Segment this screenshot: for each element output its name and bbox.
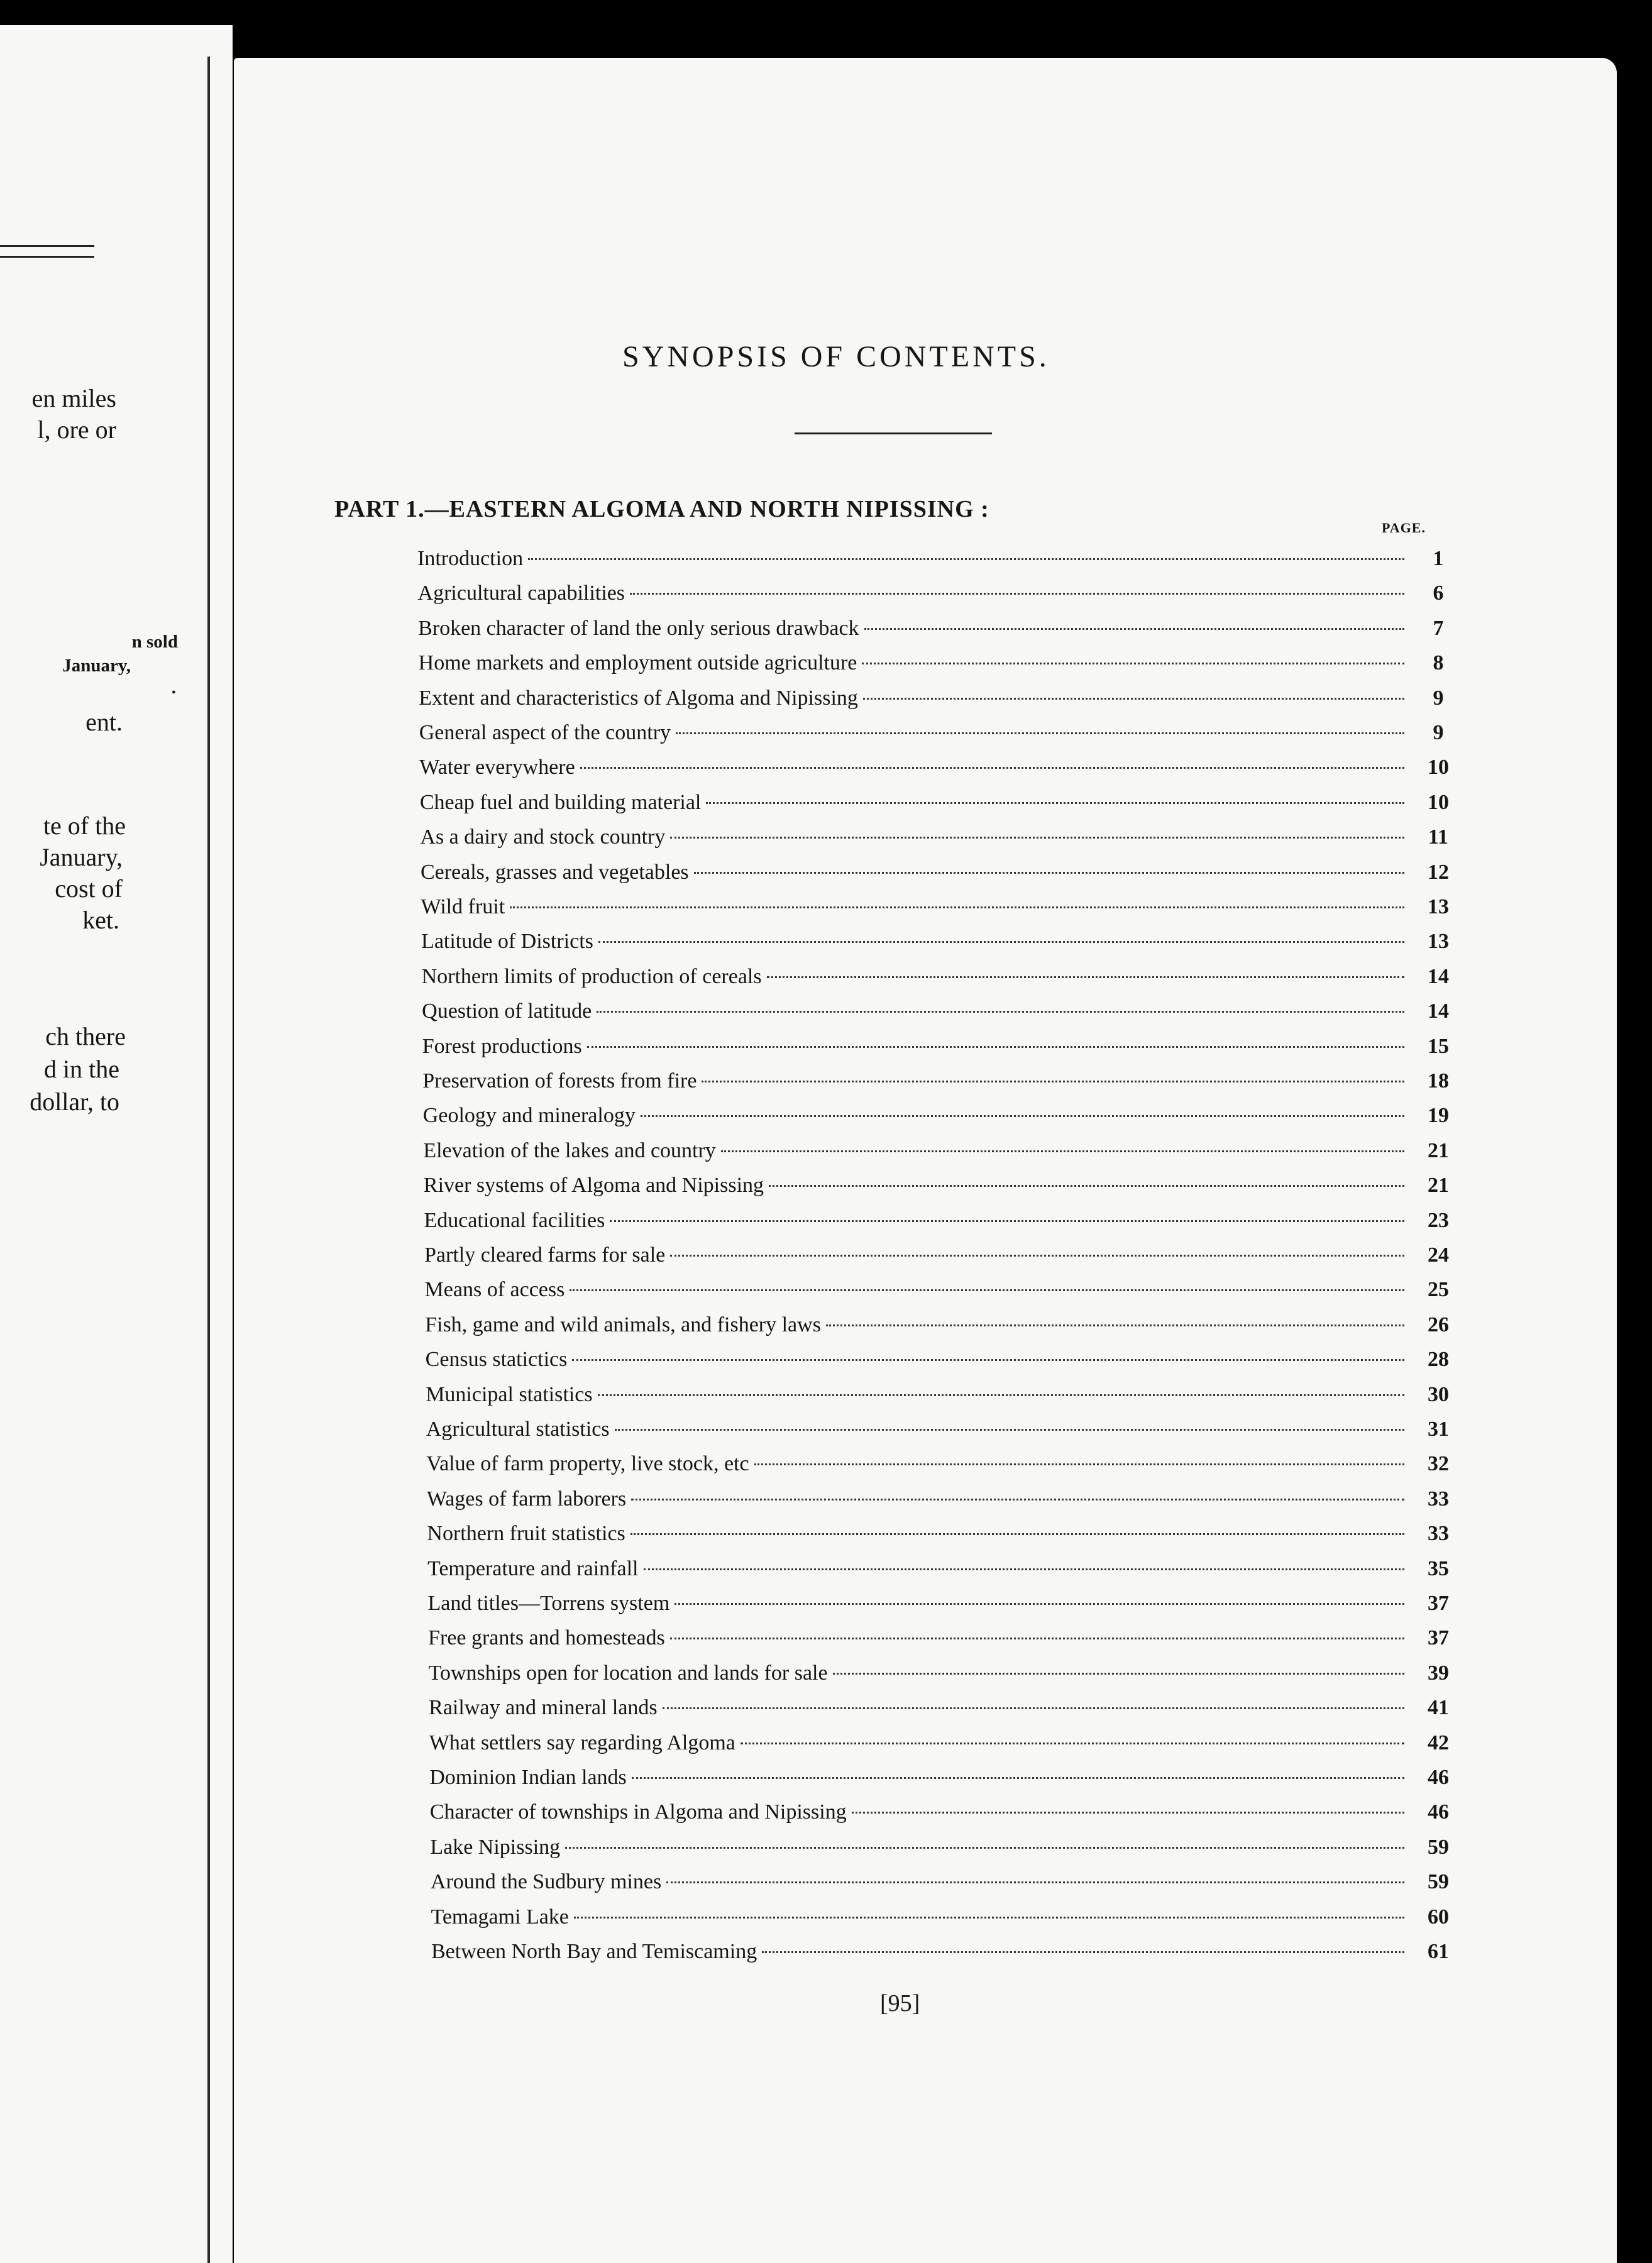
left-page-line: en miles <box>31 384 116 412</box>
toc-entry <box>424 1209 1457 1239</box>
toc-entry <box>429 1766 1457 1796</box>
toc-entry <box>423 1104 1457 1134</box>
toc-entry <box>423 1139 1457 1169</box>
toc-entry-page: 15 <box>1427 1034 1449 1058</box>
toc-entry <box>429 1731 1457 1761</box>
toc-entry-page: 18 <box>1428 1069 1449 1093</box>
toc-entry <box>421 895 1458 925</box>
toc-entry-title: Lake Nipissing <box>430 1835 561 1859</box>
toc-entry-title: Cheap fuel and building material <box>419 790 702 814</box>
dot-leader <box>721 1150 1404 1152</box>
left-page-line: . <box>171 678 176 698</box>
toc-entry-title: Forest productions <box>422 1034 582 1058</box>
toc-entry-title: Free grants and homesteads <box>428 1626 665 1650</box>
toc-entry-title: What settlers say regarding Algoma <box>429 1731 735 1754</box>
toc-entry-page: 9 <box>1433 686 1444 710</box>
toc-entry-page: 14 <box>1427 999 1449 1023</box>
dot-leader <box>644 1568 1404 1570</box>
toc-entry-page: 1 <box>1433 547 1444 570</box>
toc-entry-page: 9 <box>1433 721 1444 744</box>
dot-leader <box>769 1185 1404 1187</box>
toc-entry-page: 26 <box>1427 1313 1449 1336</box>
toc-entry-title: Extent and characteristics of Algoma and Nipissing <box>419 686 858 710</box>
toc-entry-title: River systems of Algoma and Nipissing <box>423 1174 764 1198</box>
left-page-line: ket. <box>82 906 119 934</box>
dot-leader <box>826 1324 1404 1326</box>
toc-entry-title: Agricultural capabilities <box>417 581 625 605</box>
toc-entry-page: 10 <box>1427 756 1449 779</box>
dot-leader <box>864 628 1404 630</box>
dot-leader <box>615 1429 1404 1431</box>
dot-leader <box>676 732 1404 734</box>
left-page-line: dollar, to <box>30 1087 119 1116</box>
dot-leader <box>587 1046 1404 1048</box>
toc-entry-title: Between North Bay and Temiscaming <box>431 1940 757 1963</box>
toc-entry-title: Value of farm property, live stock, etc <box>426 1452 749 1476</box>
dot-leader <box>767 976 1404 978</box>
toc-entry-page: 24 <box>1428 1243 1449 1267</box>
toc-entry-page: 33 <box>1427 1487 1449 1511</box>
dot-leader <box>574 1917 1404 1919</box>
dot-leader <box>570 1289 1404 1291</box>
toc-entry <box>427 1522 1457 1552</box>
dot-leader <box>663 1707 1404 1709</box>
toc-entry <box>422 1069 1457 1099</box>
toc-entry <box>424 1243 1457 1274</box>
dot-leader <box>706 802 1404 804</box>
dot-leader <box>852 1812 1404 1814</box>
toc-entry-page: 37 <box>1427 1626 1449 1650</box>
toc-entry-title: Introduction <box>417 547 524 570</box>
toc-entry-page: 46 <box>1427 1800 1449 1824</box>
toc-entry <box>430 1836 1457 1866</box>
toc-entry-page: 21 <box>1427 1138 1449 1162</box>
dot-leader <box>670 1638 1404 1639</box>
toc-entry <box>428 1626 1457 1656</box>
toc-entry <box>427 1487 1457 1517</box>
toc-entry-page: 25 <box>1427 1278 1449 1302</box>
toc-entry-page: 14 <box>1427 964 1449 988</box>
toc-entry-page: 59 <box>1427 1870 1449 1894</box>
toc-entry <box>429 1696 1457 1726</box>
toc-entry <box>418 617 1457 647</box>
toc-entry-title: Census statictics <box>425 1348 568 1372</box>
toc-entry-title: Land titles—Torrens system <box>427 1592 670 1615</box>
toc-entry-page: 59 <box>1427 1835 1449 1859</box>
dot-leader <box>610 1220 1404 1222</box>
toc-entry <box>418 581 1457 612</box>
dot-leader <box>754 1463 1404 1465</box>
dot-leader <box>597 1011 1404 1013</box>
toc-entry <box>427 1557 1457 1587</box>
toc-entry-page: 46 <box>1428 1766 1449 1789</box>
toc-entry-title: General aspect of the country <box>419 721 671 744</box>
dot-leader <box>862 663 1404 664</box>
toc-entry-title: Cereals, grasses and vegetables <box>420 860 689 884</box>
toc-entry <box>420 825 1457 856</box>
dot-leader <box>666 1881 1404 1883</box>
toc-entry-page: 10 <box>1427 790 1449 814</box>
toc-entry-page: 30 <box>1427 1382 1449 1406</box>
toc-entry-page: 13 <box>1428 895 1449 918</box>
dot-leader <box>510 906 1404 908</box>
dot-leader <box>630 593 1404 595</box>
toc-entry-title: Municipal statistics <box>426 1382 593 1406</box>
toc-entry <box>422 999 1457 1030</box>
left-page-line: January, <box>62 656 131 676</box>
toc-entry-title: Geology and mineralogy <box>422 1104 636 1128</box>
dot-leader <box>702 1081 1404 1082</box>
toc-entry-page: 61 <box>1428 1940 1449 1963</box>
toc-entry-title: Wages of farm laborers <box>426 1487 627 1511</box>
toc-entry-title: Townships open for location and lands for sale <box>428 1661 828 1685</box>
toc-entry-title: Educational facilities <box>424 1208 605 1232</box>
toc-entry <box>426 1383 1457 1413</box>
toc-entry <box>428 1592 1458 1622</box>
left-page-line: te of the <box>43 812 126 840</box>
toc-entry <box>419 651 1457 681</box>
toc-entry-title: Elevation of the lakes and country <box>423 1138 716 1162</box>
left-page-line: ch there <box>45 1022 126 1050</box>
dot-leader <box>632 1777 1404 1779</box>
part-heading: PART 1.—EASTERN ALGOMA AND NORTH NIPISSING : <box>334 496 989 522</box>
toc-entry-title: Means of access <box>424 1278 565 1302</box>
toc-entry-title: Preservation of forests from fire <box>422 1069 697 1093</box>
dot-leader <box>598 941 1404 943</box>
toc-entry <box>430 1800 1457 1831</box>
dot-leader <box>675 1603 1404 1605</box>
page-number: [95] <box>880 1990 920 2017</box>
left-page-line: cost of <box>55 874 123 903</box>
toc-entry <box>424 1174 1457 1204</box>
toc-entry <box>417 547 1457 577</box>
toc-entry-page: 8 <box>1433 651 1444 675</box>
toc-entry-page: 41 <box>1427 1696 1449 1720</box>
toc-entry <box>431 1905 1457 1935</box>
toc-entry-title: Fish, game and wild animals, and fishery laws <box>425 1313 821 1336</box>
toc-entry-title: Northern fruit statistics <box>427 1522 625 1546</box>
toc-entry-page: 13 <box>1427 930 1449 954</box>
toc-entry <box>431 1940 1457 1970</box>
toc-entry-page: 19 <box>1427 1104 1449 1128</box>
toc-entry-page: 35 <box>1427 1556 1449 1580</box>
toc-entry <box>420 791 1457 821</box>
toc-entry-title: As a dairy and stock country <box>420 825 666 849</box>
toc-entry <box>426 1348 1457 1378</box>
left-page-rule <box>0 245 94 258</box>
toc-entry-title: Home markets and employment outside agriculture <box>418 651 857 675</box>
toc-entry-title: Northern limits of production of cereals <box>421 964 762 988</box>
toc-entry-page: 6 <box>1433 581 1444 605</box>
left-page-line: n sold <box>131 632 178 652</box>
left-page-line: ent. <box>85 708 123 736</box>
dot-leader <box>694 872 1404 874</box>
toc-entry-title: Latitude of Districts <box>421 930 593 954</box>
toc-entry-page: 37 <box>1428 1592 1449 1615</box>
toc-entry <box>422 965 1457 995</box>
toc-entry-page: 28 <box>1427 1348 1449 1372</box>
toc-entry-title: Question of latitude <box>422 999 592 1023</box>
toc-entry <box>425 1313 1457 1343</box>
title-rule <box>795 432 992 434</box>
toc-entry-page: 7 <box>1433 616 1444 640</box>
dot-leader <box>631 1499 1404 1500</box>
left-page <box>0 25 233 2263</box>
toc-entry <box>426 1452 1457 1482</box>
toc-entry <box>419 756 1457 786</box>
toc-entry-page: 23 <box>1427 1208 1449 1232</box>
dot-leader <box>641 1115 1404 1117</box>
dot-leader <box>528 558 1404 560</box>
toc-entry <box>429 1661 1457 1692</box>
toc-entry-page: 60 <box>1427 1905 1449 1929</box>
dot-leader <box>670 837 1404 839</box>
dot-leader <box>565 1847 1404 1849</box>
toc-entry-page: 11 <box>1428 825 1449 849</box>
left-page-line: d in the <box>44 1055 119 1083</box>
toc-entry-page: 39 <box>1427 1661 1449 1685</box>
toc-entry <box>421 930 1457 960</box>
dot-leader <box>631 1533 1404 1535</box>
toc-entry-title: Temagami Lake <box>431 1905 569 1929</box>
toc-entry <box>421 861 1457 891</box>
toc-entry <box>426 1418 1457 1448</box>
toc-entry-page: 12 <box>1427 860 1449 884</box>
toc-entry <box>419 721 1457 751</box>
left-page-line: l, ore or <box>37 416 116 444</box>
toc-entry-title: Railway and mineral lands <box>429 1696 658 1720</box>
dot-leader <box>572 1359 1404 1361</box>
left-page-line: January, <box>40 843 123 871</box>
toc-entry <box>431 1870 1457 1900</box>
dot-leader <box>863 698 1404 700</box>
dot-leader <box>670 1255 1404 1257</box>
dot-leader <box>762 1951 1404 1953</box>
page-title: SYNOPSIS OF CONTENTS. <box>622 340 1050 373</box>
dot-leader <box>741 1743 1404 1744</box>
toc-entry <box>425 1278 1457 1308</box>
toc-entry-page: 32 <box>1427 1452 1449 1476</box>
dot-leader <box>580 767 1404 769</box>
toc-entry-title: Character of townships in Algoma and Nipissing <box>429 1800 847 1824</box>
toc-entry-page: 21 <box>1427 1174 1449 1198</box>
toc-entry-title: Water everywhere <box>419 756 575 779</box>
toc-entry-title: Dominion Indian lands <box>429 1766 627 1789</box>
toc-entry-title: Broken character of land the only serious drawback <box>418 616 859 640</box>
toc-entry-title: Partly cleared farms for sale <box>424 1243 666 1267</box>
toc-entry-page: 42 <box>1427 1731 1449 1754</box>
toc-entry-page: 31 <box>1428 1418 1449 1441</box>
dot-leader <box>598 1394 1404 1396</box>
page-column-label: PAGE. <box>1382 520 1426 536</box>
toc-entry-page: 33 <box>1427 1522 1449 1546</box>
toc-entry <box>422 1035 1457 1065</box>
gutter-line <box>207 57 210 2263</box>
toc-entry-title: Temperature and rainfall <box>427 1556 639 1580</box>
toc-entry-title: Wild fruit <box>421 895 505 918</box>
dot-leader <box>833 1673 1404 1675</box>
toc-entry <box>419 686 1457 717</box>
toc-entry-title: Around the Sudbury mines <box>430 1870 662 1894</box>
toc-entry-title: Agricultural statistics <box>426 1418 610 1441</box>
